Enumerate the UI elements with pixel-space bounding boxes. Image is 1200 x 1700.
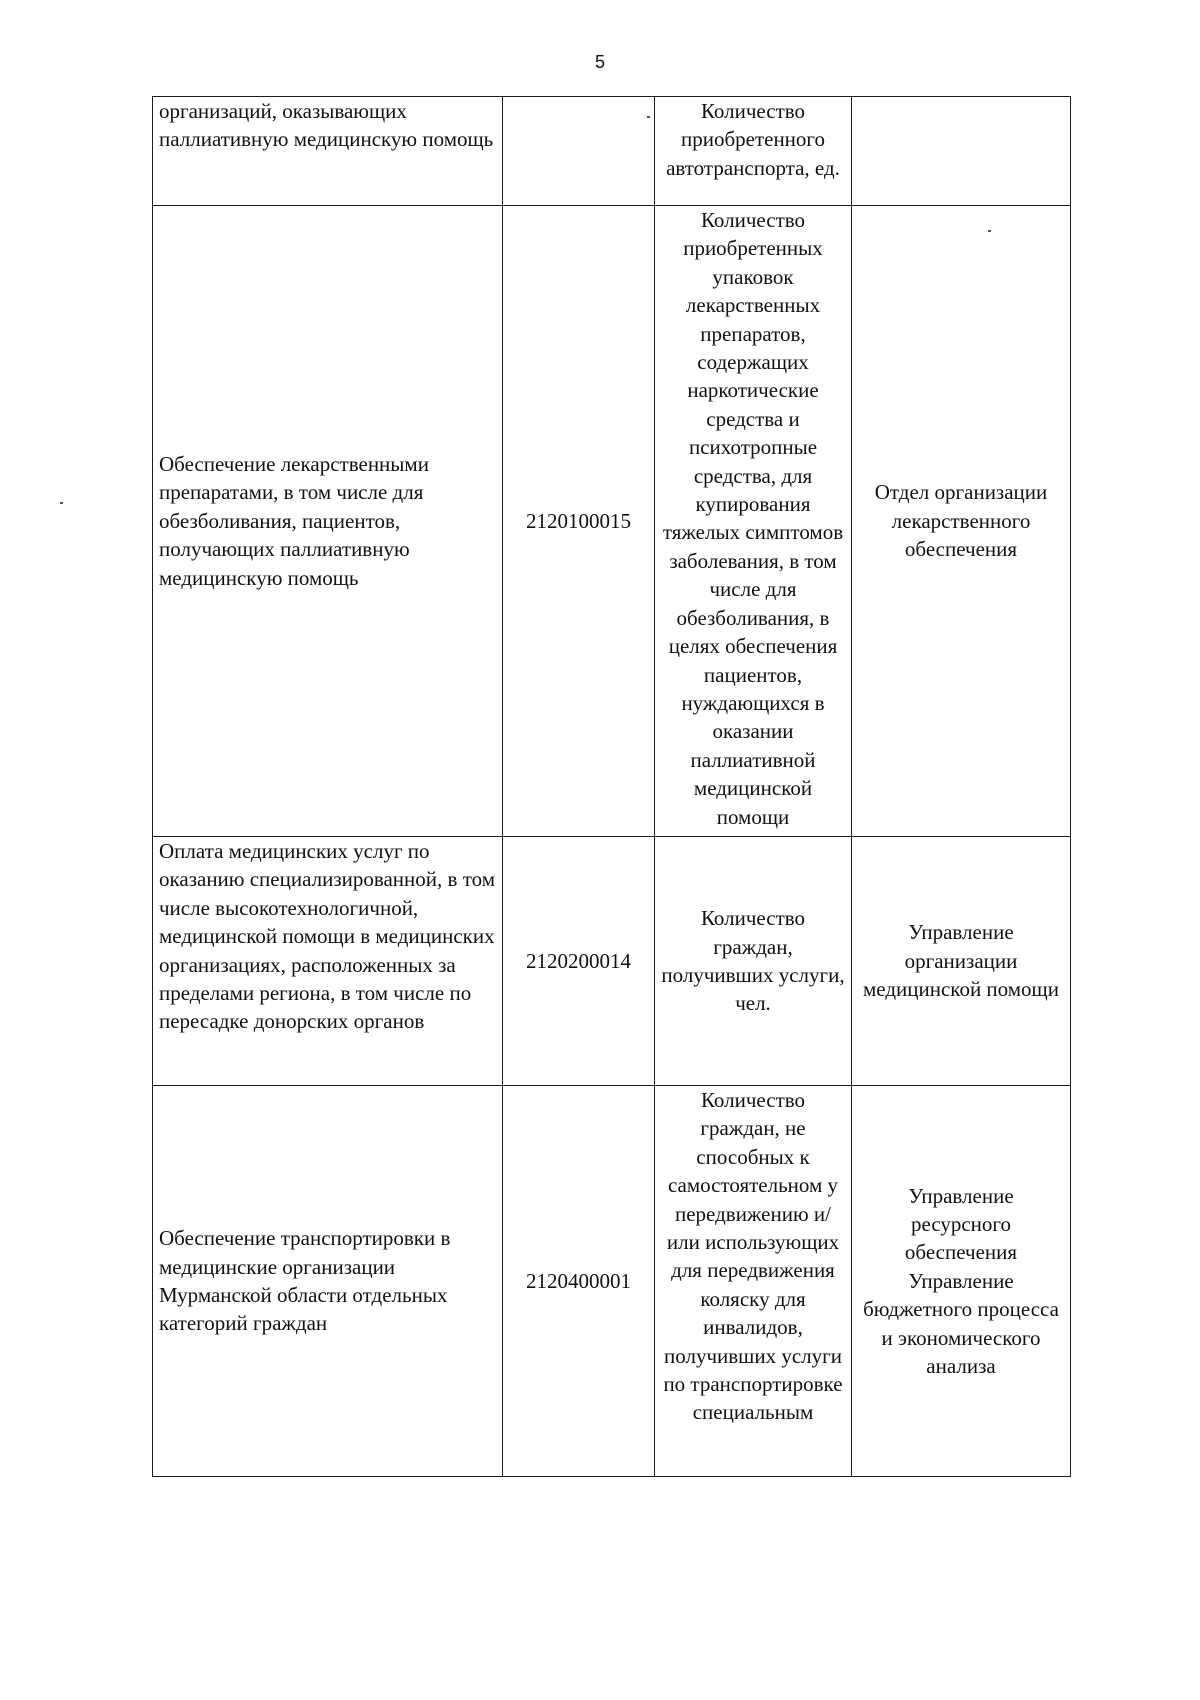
scan-speck [647, 116, 650, 118]
budget-code-cell: 2120100015 [503, 206, 655, 837]
indicator-cell: Количество граждан, получивших услуги, чел. [655, 837, 852, 1086]
budget-code-cell: 2120200014 [503, 837, 655, 1086]
page-number: 5 [594, 52, 605, 72]
table-row [153, 97, 1071, 206]
responsible-cell: Отдел организации лекарственного обеспечения [852, 206, 1071, 837]
event-name-cell: Обеспечение транспортировки в медицинские организации Мурманской области отдельных категорий граждан [153, 1086, 503, 1477]
scan-speck [988, 230, 991, 232]
indicator-cell: Количество граждан, не способных к самостоятельном у передвижению и/или использующих для передвижения коляску для инвалидов, получивших услуги по транспортировке специальным [655, 1086, 852, 1477]
responsible-cell [852, 97, 1071, 206]
budget-code-cell: 2120400001 [503, 1086, 655, 1477]
indicator-cell: Количество приобретенного автотранспорта, ед. [655, 97, 852, 206]
event-name-cell: Обеспечение лекарственными препаратами, в том числе для обезболивания, пациентов, получающих паллиативную медицинскую помощь [153, 206, 503, 837]
responsible-cell: Управление организации медицинской помощи [852, 837, 1071, 1086]
indicator-cell: Количество приобретенных упаковок лекарственных препаратов, содержащих наркотические средства и психотропные средства, для купирования тяжелых симптомов заболевания, в том числе для обезболивания, в целях обеспечения пациентов, нуждающихся в оказании паллиативной медицинской помощи [655, 206, 852, 837]
scan-speck [60, 502, 63, 504]
event-name-cell: организаций, оказывающих паллиативную медицинскую помощь [153, 97, 503, 206]
table-row [153, 1086, 1071, 1477]
table-row [153, 837, 1071, 1086]
responsible-cell: Управление ресурсного обеспечения Управление бюджетного процесса и экономического анализа [852, 1086, 1071, 1477]
program-table [152, 96, 1071, 1477]
table-row [153, 206, 1071, 837]
event-name-cell: Оплата медицинских услуг по оказанию специализированной, в том числе высокотехнологичной, медицинской помощи в медицинских организациях, расположенных за пределами региона, в том числе по пересадке донорских органов [153, 837, 503, 1086]
budget-code-cell [503, 97, 655, 206]
